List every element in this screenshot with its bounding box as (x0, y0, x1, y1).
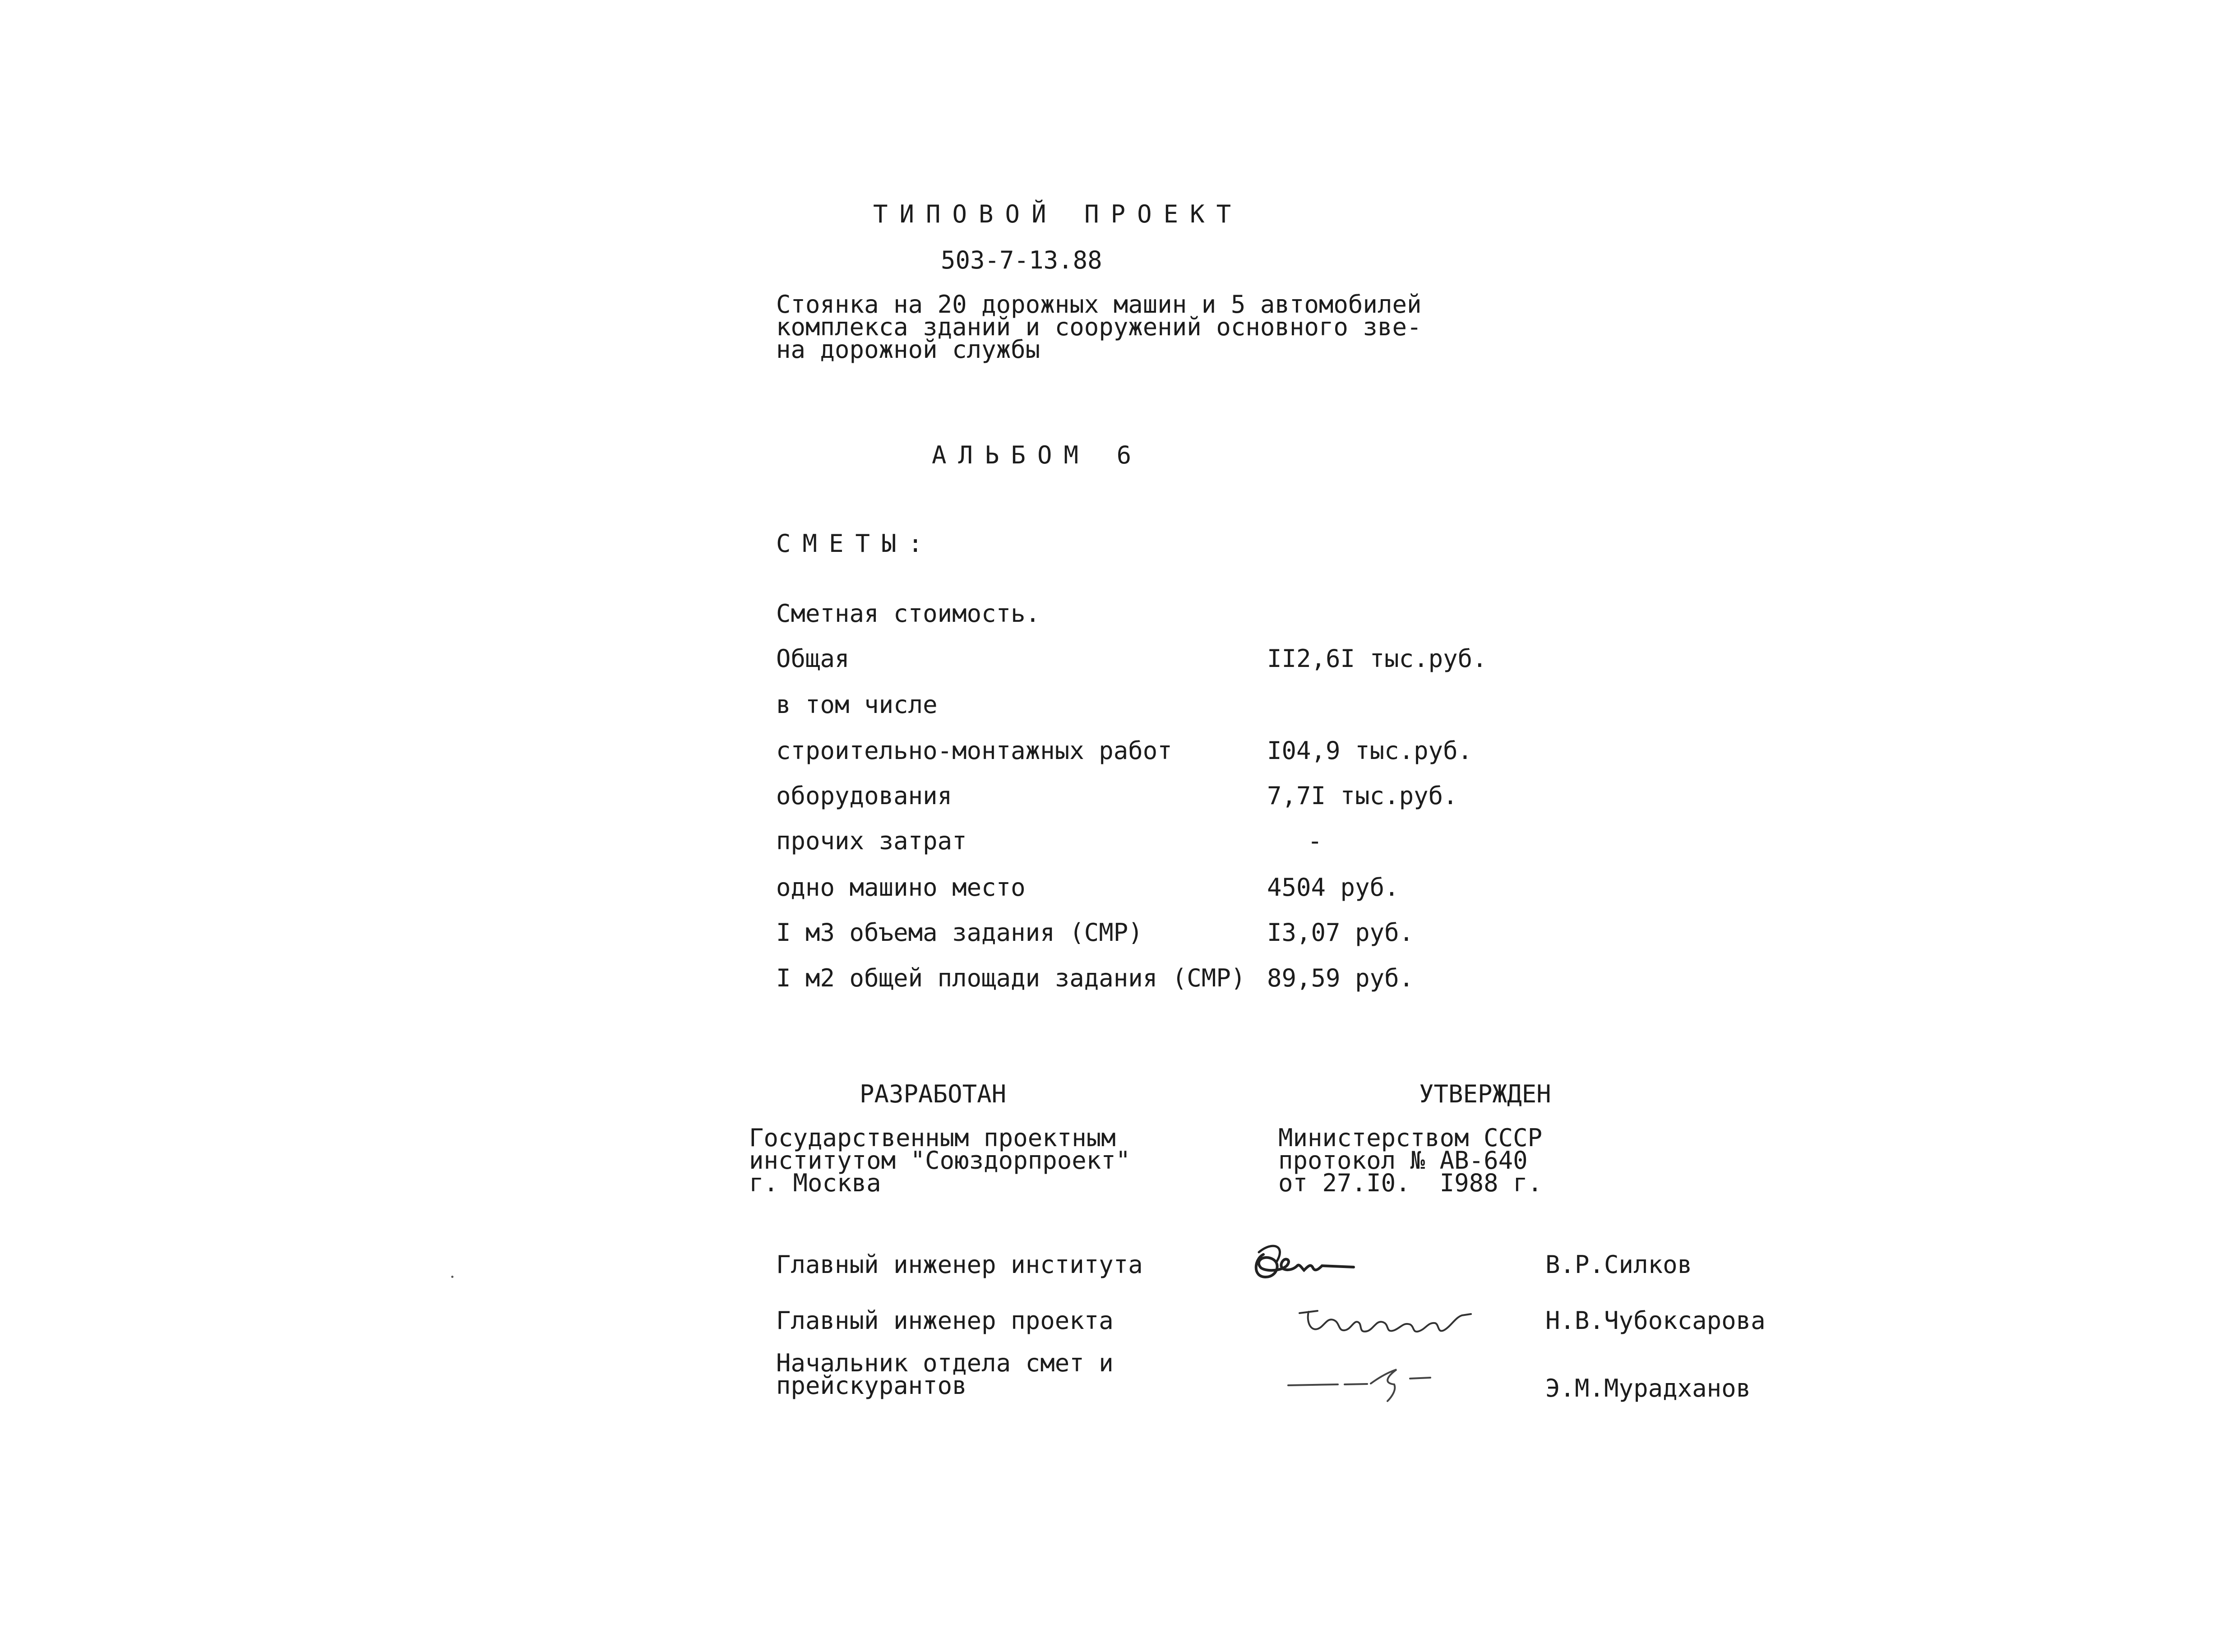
signature-muradkhanov (1286, 1358, 1475, 1408)
estimate-row-value: 89,59 руб. (1267, 964, 1414, 992)
estimate-row-value: II2,6I тыс.руб. (1267, 644, 1487, 673)
estimates-heading: СМЕТЫ: (776, 529, 935, 558)
estimates-intro: Сметная стоимость. (776, 599, 1040, 628)
estimate-row-label: I м3 объема задания (СМР) (776, 918, 1143, 947)
estimate-row-value: - (1308, 827, 1322, 855)
project-number: 503-7-13.88 (941, 246, 1102, 274)
signature-silkov (1245, 1227, 1381, 1291)
signatory-name: Н.В.Чубоксарова (1545, 1306, 1766, 1335)
signatory-position: Главный инженер проекта (776, 1306, 1114, 1335)
estimate-row-label: I м2 общей площади задания (СМР) (776, 964, 1246, 992)
scan-speck (451, 1276, 453, 1278)
signatory-position: Главный инженер института (776, 1250, 1143, 1279)
estimate-row-value: I3,07 руб. (1267, 918, 1414, 947)
estimate-row-value: 7,7I тыс.руб. (1267, 782, 1458, 810)
estimate-row-label: одно машино место (776, 873, 1026, 902)
estimate-row-label: в том числе (776, 690, 938, 719)
estimate-row-value: 4504 руб. (1267, 873, 1399, 902)
developed-text: Государственным проектным институтом "Союздорпроект" г. Москва (749, 1124, 1131, 1197)
signatory-name: В.Р.Силков (1545, 1250, 1692, 1279)
estimate-row-label: Общая (776, 644, 850, 673)
estimate-row-label: строительно-монтажных работ (776, 736, 1172, 765)
signatory-position: Начальник отдела смет и прейскурантов (776, 1349, 1114, 1400)
album-label: АЛЬБОМ 6 (932, 441, 1143, 469)
signature-chuboksarova (1290, 1291, 1480, 1345)
estimate-row-label: прочих затрат (776, 827, 967, 855)
developed-heading: РАЗРАБОТАН (860, 1080, 1007, 1108)
estimate-row-value: I04,9 тыс.руб. (1267, 736, 1473, 765)
project-description: Стоянка на 20 дорожных машин и 5 автомобилей комплекса зданий и сооружений основного зве- на дорожной службы (776, 290, 1422, 364)
approved-text: Министерством СССР протокол № АВ-640 от 27.I0. I988 г. (1278, 1124, 1543, 1197)
approved-heading: УТВЕРЖДЕН (1419, 1080, 1551, 1108)
signatory-name: Э.М.Мурадханов (1545, 1374, 1751, 1402)
document-title: ТИПОВОЙ ПРОЕКТ (873, 200, 1243, 228)
estimate-row-label: оборудования (776, 782, 953, 810)
